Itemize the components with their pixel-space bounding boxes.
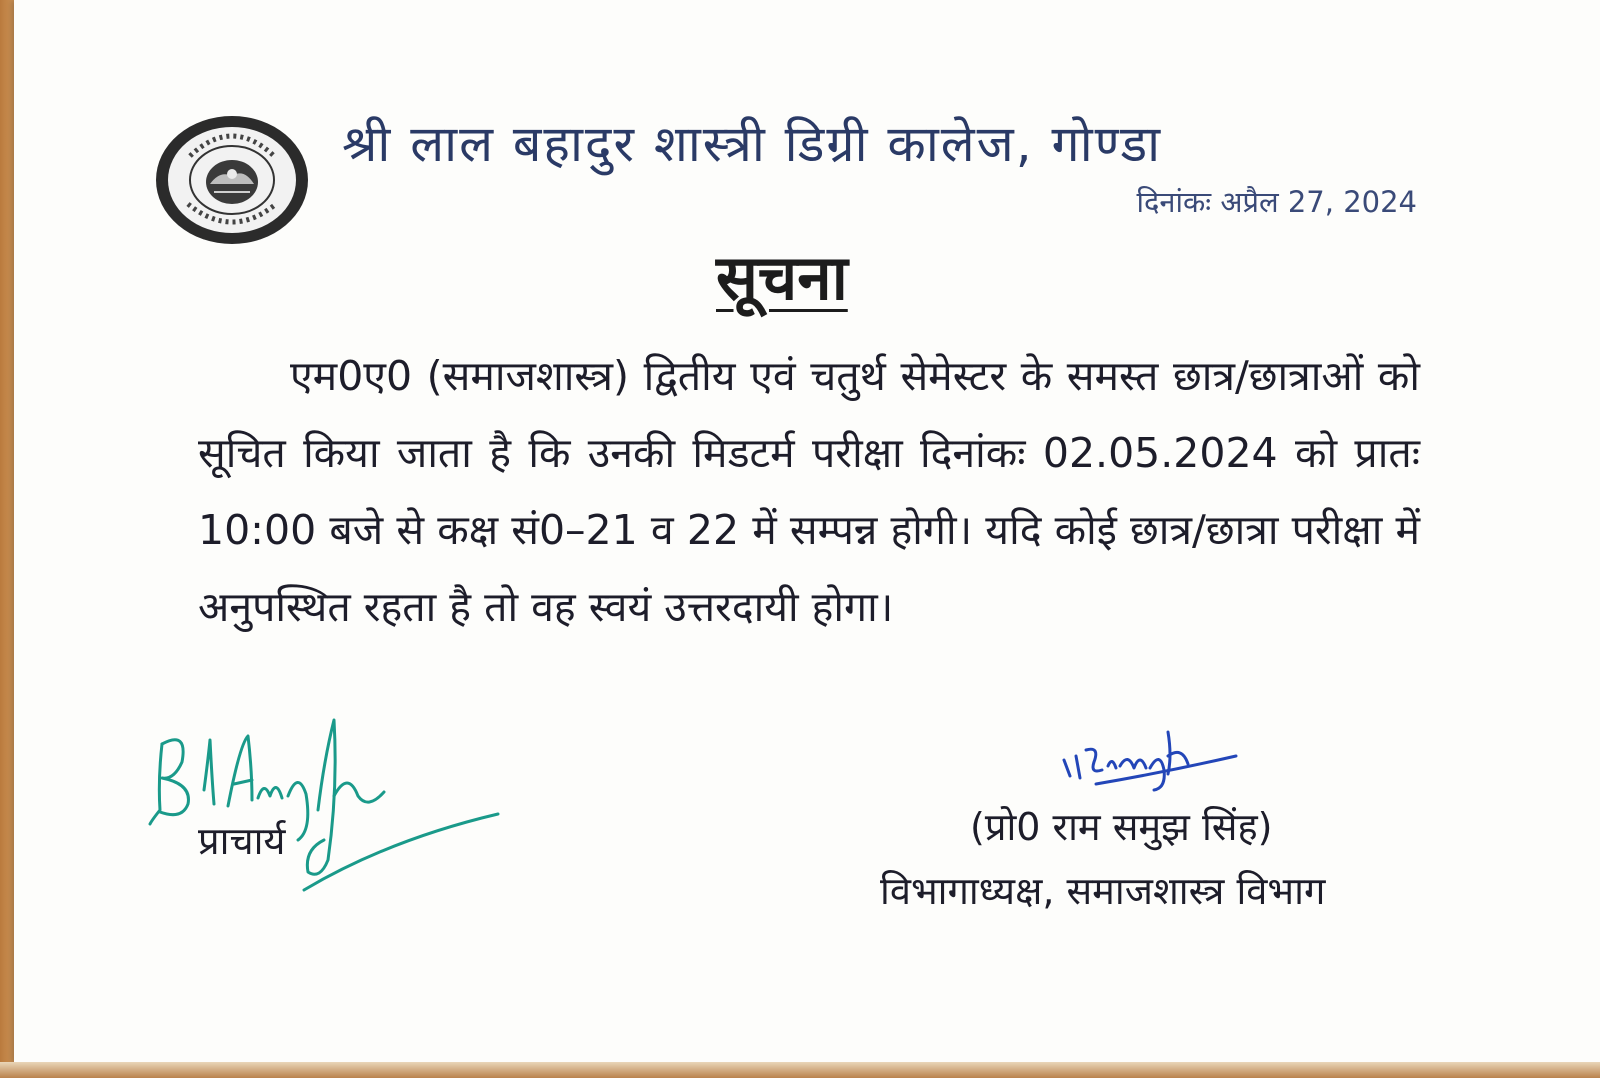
college-name: श्री लाल बहादुर शास्त्री डिग्री कालेज, गोण्डा [342,115,1163,173]
notice-body: एम0ए0 (समाजशास्त्र) द्वितीय एवं चतुर्थ सेमेस्टर के समस्त छात्र/छात्राओं को सूचित किया जाता है कि उनकी मिडटर्म परीक्षा दिनांकः 02.05.2024 को प्रातः 10:00 बजे से कक्ष सं0–21 व 22 में सम्पन्न होगी। यदि कोई छात्र/छात्रा परीक्षा में अनुपस्थित रहता है तो वह स्वयं उत्तरदायी होगा। [198,352,1420,631]
principal-designation: प्राचार्य [198,819,286,863]
hod-signature [1056,716,1246,796]
notice-date: दिनांकः अप्रैल 27, 2024 [1136,185,1417,219]
notice-title: सूचना [716,241,848,314]
principal-signature [148,700,508,900]
college-seal-logo [154,112,310,248]
hod-name: (प्रो0 राम समुझ सिंह) [970,805,1273,849]
wooden-table-edge [0,1062,1600,1078]
hod-designation: विभागाध्यक्ष, समाजशास्त्र विभाग [880,869,1326,913]
